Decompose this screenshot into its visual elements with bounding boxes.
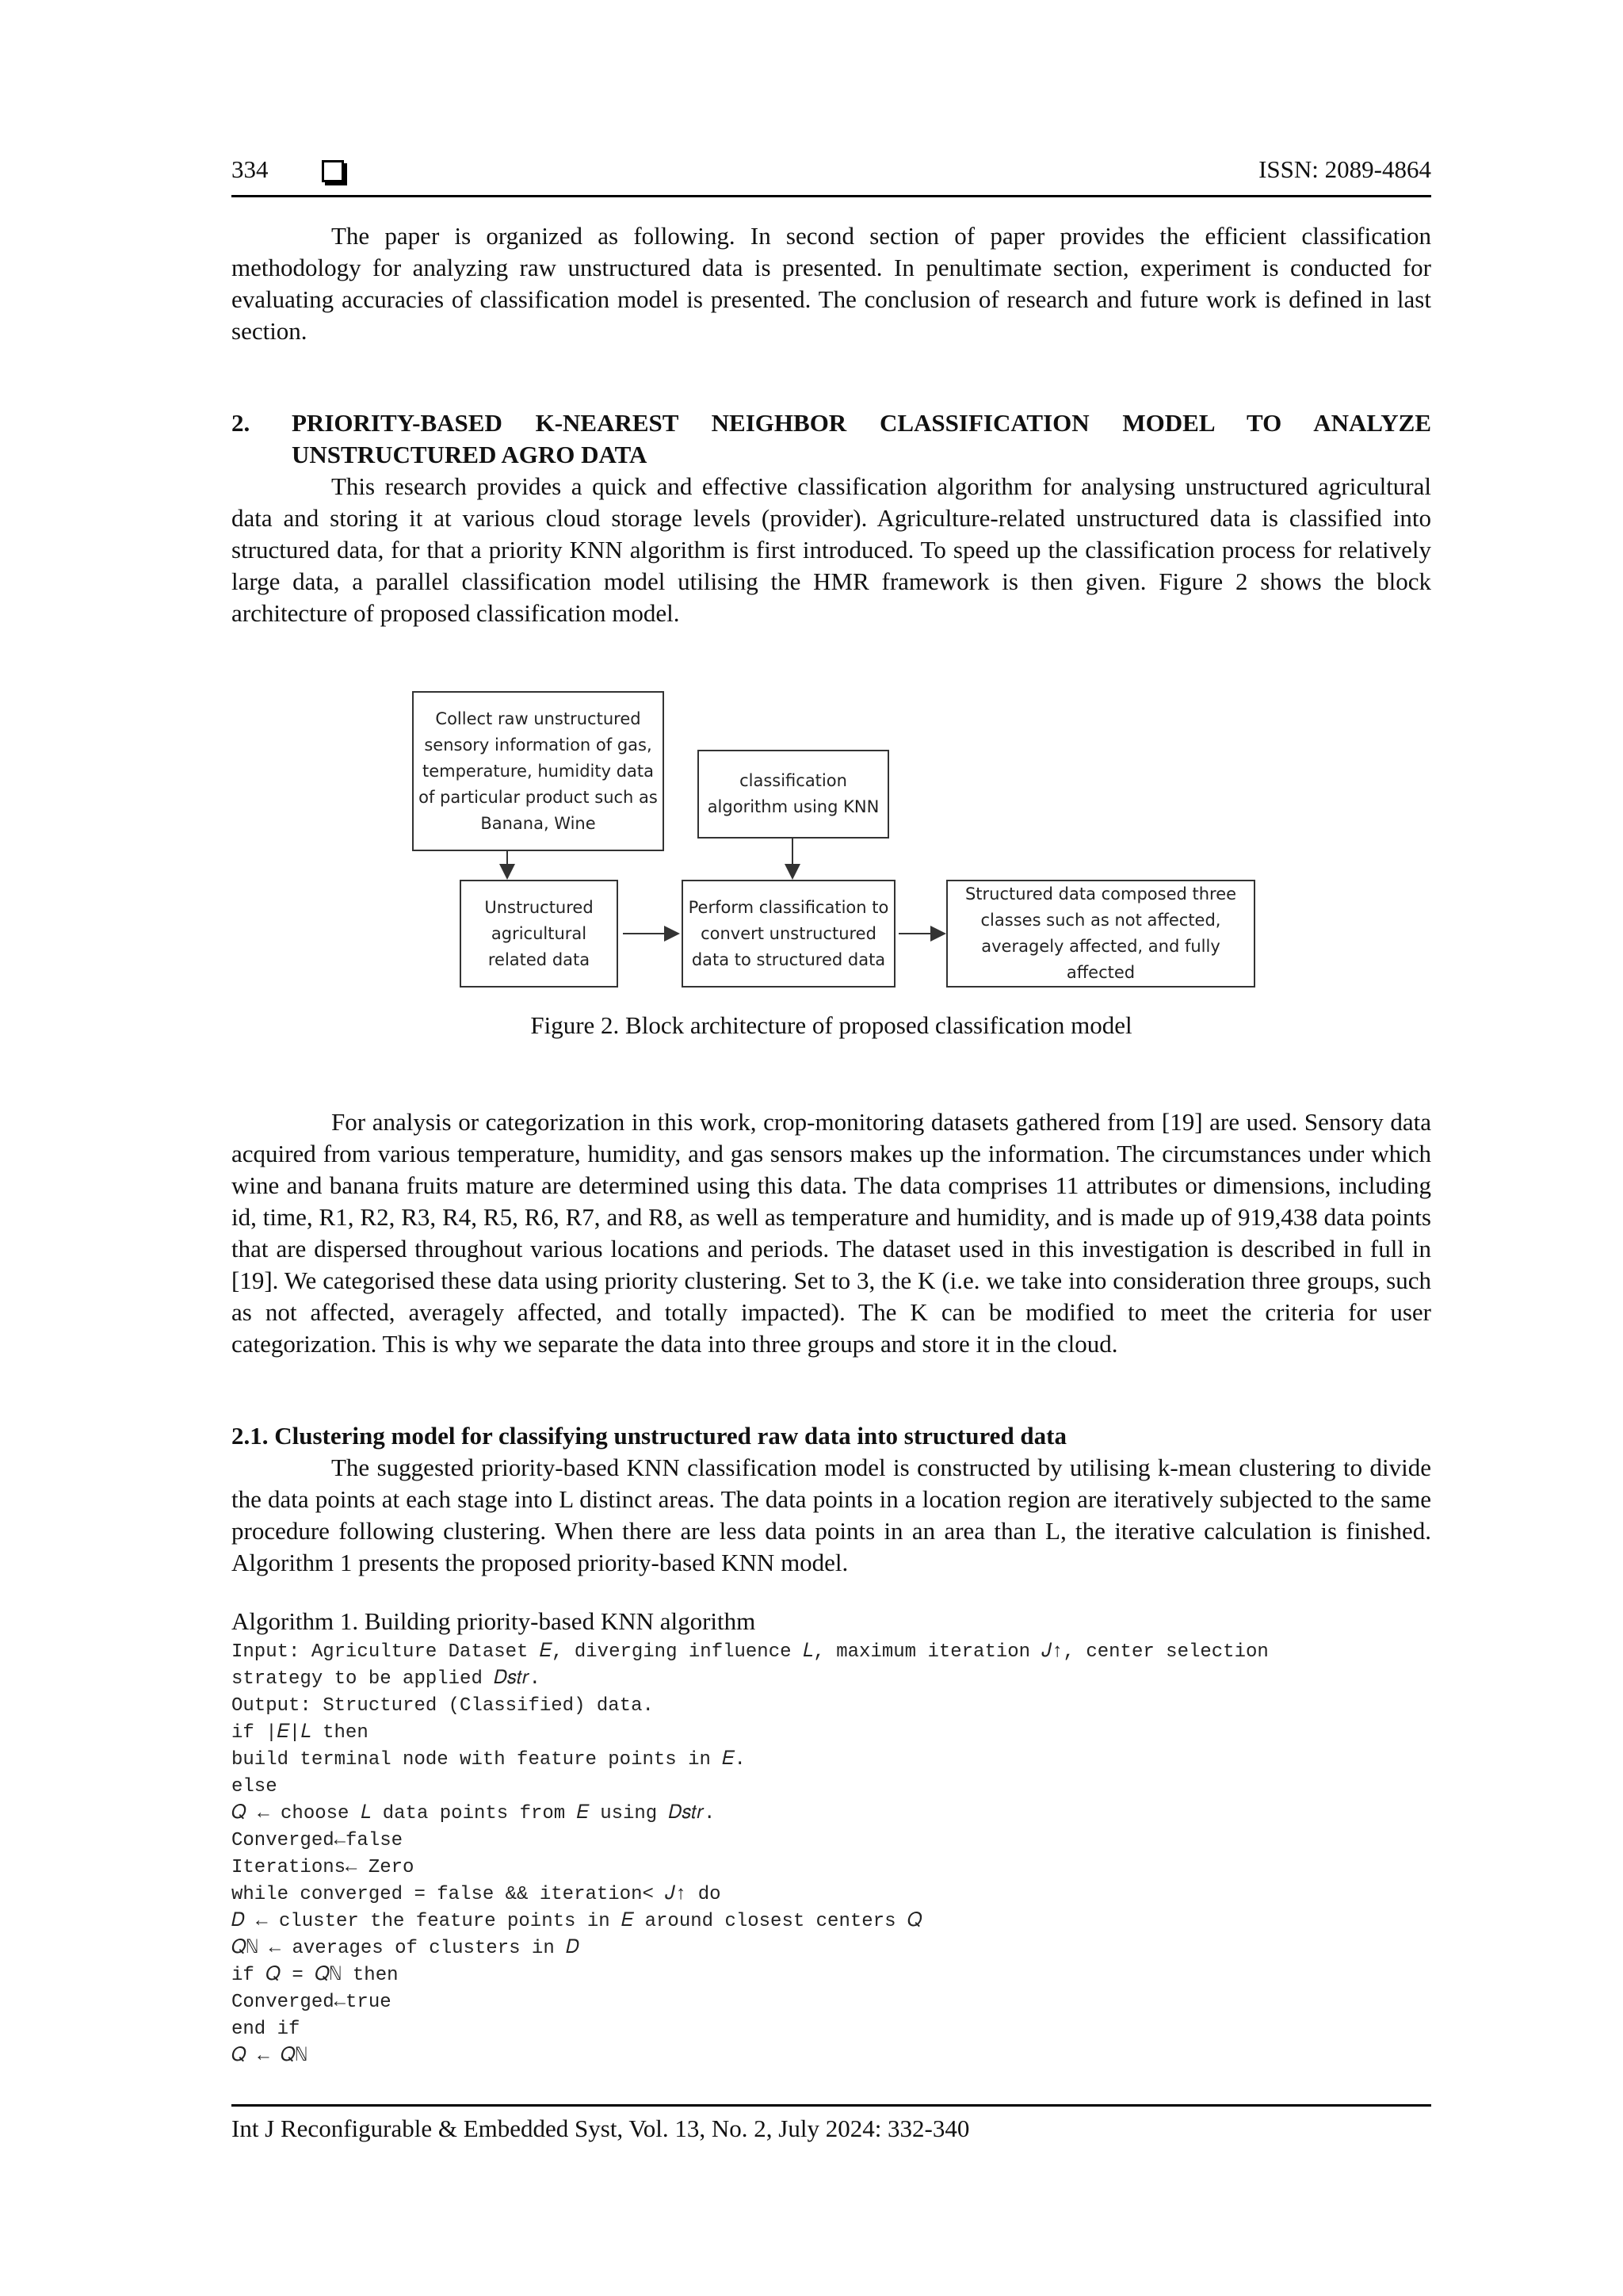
square-bullet-icon <box>322 160 344 182</box>
perform-classification-box: Perform classification to convert unstructured data to structured data <box>682 880 896 988</box>
structured-data-box: Structured data composed three classes such as not affected, averagely affected, and fully affected <box>946 880 1255 988</box>
section-title: PRIORITY-BASED K-NEAREST NEIGHBOR CLASSIFICATION MODEL TO ANALYZE UNSTRUCTURED AGRO DATA <box>292 409 1431 468</box>
subsection-paragraph: The suggested priority-based KNN classification model is constructed by utilising k-mean clustering to divide the data points at each stage into L distinct areas. The data points in a location region are iteratively subjected to the same procedure following clustering. When there are less data points in an area than L, the iterative calculation is finished. Algorithm 1 presents the proposed priority-based KNN model. <box>231 1454 1431 1576</box>
section-heading <box>231 407 1431 471</box>
algorithm-line: else <box>231 1776 277 1797</box>
algorithm-listing <box>231 1639 1452 2070</box>
page-footer <box>231 2104 1431 2143</box>
algorithm-line: end if <box>231 2019 300 2040</box>
algorithm-line: 𝑄 ← choose 𝐿 data points from 𝐸 using 𝐷𝑠𝑡𝑟. <box>231 1803 716 1824</box>
algorithm-line: build terminal node with feature points in 𝐸. <box>231 1749 746 1771</box>
footer-citation: Int J Reconfigurable & Embedded Syst, Vol. 13, No. 2, July 2024: 332-340 <box>231 2115 970 2142</box>
algorithm-line: 𝑄 ← 𝑄ℕ <box>231 2046 307 2067</box>
intro-paragraph: The paper is organized as following. In second section of paper provides the efficient classification methodology for analyzing raw unstructured data is presented. In penultimate section, experiment is conducted for evaluating accuracies of classification model is presented. The conclusion of research and future work is defined in last section. <box>231 222 1431 345</box>
algorithm-line: Converged←true <box>231 1992 391 2013</box>
algorithm-line: if |𝐸|𝐿 then <box>231 1722 369 1744</box>
figure-caption: Figure 2. Block architecture of proposed classification model <box>530 1011 1132 1039</box>
algorithm-line: Input: Agriculture Dataset 𝐸, diverging influence 𝐿, maximum iteration 𝐽↑, center selection <box>231 1641 1269 1663</box>
algorithm-line: Iterations← Zero <box>231 1857 414 1878</box>
algorithm-line: Converged←false <box>231 1830 403 1851</box>
collect-data-box: Collect raw unstructured sensory information of gas, temperature, humidity data of particular product such as Banana, Wine <box>412 691 664 851</box>
algorithm-line: Output: Structured (Classified) data. <box>231 1695 654 1717</box>
algorithm-title: Algorithm 1. Building priority-based KNN algorithm <box>231 1607 756 1635</box>
section-paragraph: This research provides a quick and effective classification algorithm for analysing unstructured agricultural data and storing it at various cloud storage levels (provider). Agriculture-related unstructured data is classified into structured data, for that a priority KNN algorithm is first introduced. To speed up the classification process for relatively large data, a parallel classification model utilising the HMR framework is then given. Figure 2 shows the block architecture of proposed classification model. <box>231 472 1431 627</box>
algorithm-line: strategy to be applied 𝐷𝑠𝑡𝑟. <box>231 1668 541 1690</box>
algorithm-line: 𝐷 ← cluster the feature points in 𝐸 around closest centers 𝑄 <box>231 1911 922 1932</box>
algorithm-line: while converged = false && iteration< 𝐽↑ do <box>231 1884 721 1905</box>
page-number: 334 <box>231 155 269 183</box>
subsection-title: 2.1. Clustering model for classifying unstructured raw data into structured data <box>231 1422 1067 1450</box>
algorithm-line: 𝑄ℕ ← averages of clusters in 𝐷 <box>231 1938 579 1959</box>
page-header <box>231 155 1431 197</box>
issn: ISSN: 2089-4864 <box>1258 155 1431 183</box>
dataset-paragraph: For analysis or categorization in this work, crop-monitoring datasets gathered from [19] are used. Sensory data acquired from various temperature, humidity, and gas sensors makes up the information. The circumstances under which wine and banana fruits mature are determined using this data. The data comprises 11 attributes or dimensions, including id, time, R1, R2, R3, R4, R5, R6, R7, and R8, as well as temperature and humidity, and is made up of 919,438 data points that are dispersed throughout various locations and periods. The dataset used in this investigation is described in full in [19]. We categorised these data using priority clustering. Set to 3, the K (i.e. we take into consideration three groups, such as not affected, averagely affected, and totally impacted). The K can be modified to meet the criteria for user categorization. This is why we separate the data into three groups and store it in the cloud. <box>231 1108 1431 1358</box>
unstructured-data-box: Unstructured agricultural related data <box>460 880 618 988</box>
algorithm-line: if 𝑄 = 𝑄ℕ then <box>231 1965 399 1986</box>
block-diagram <box>412 683 1252 984</box>
knn-algorithm-box: classification algorithm using KNN <box>697 750 889 839</box>
section-number: 2. <box>231 409 250 437</box>
